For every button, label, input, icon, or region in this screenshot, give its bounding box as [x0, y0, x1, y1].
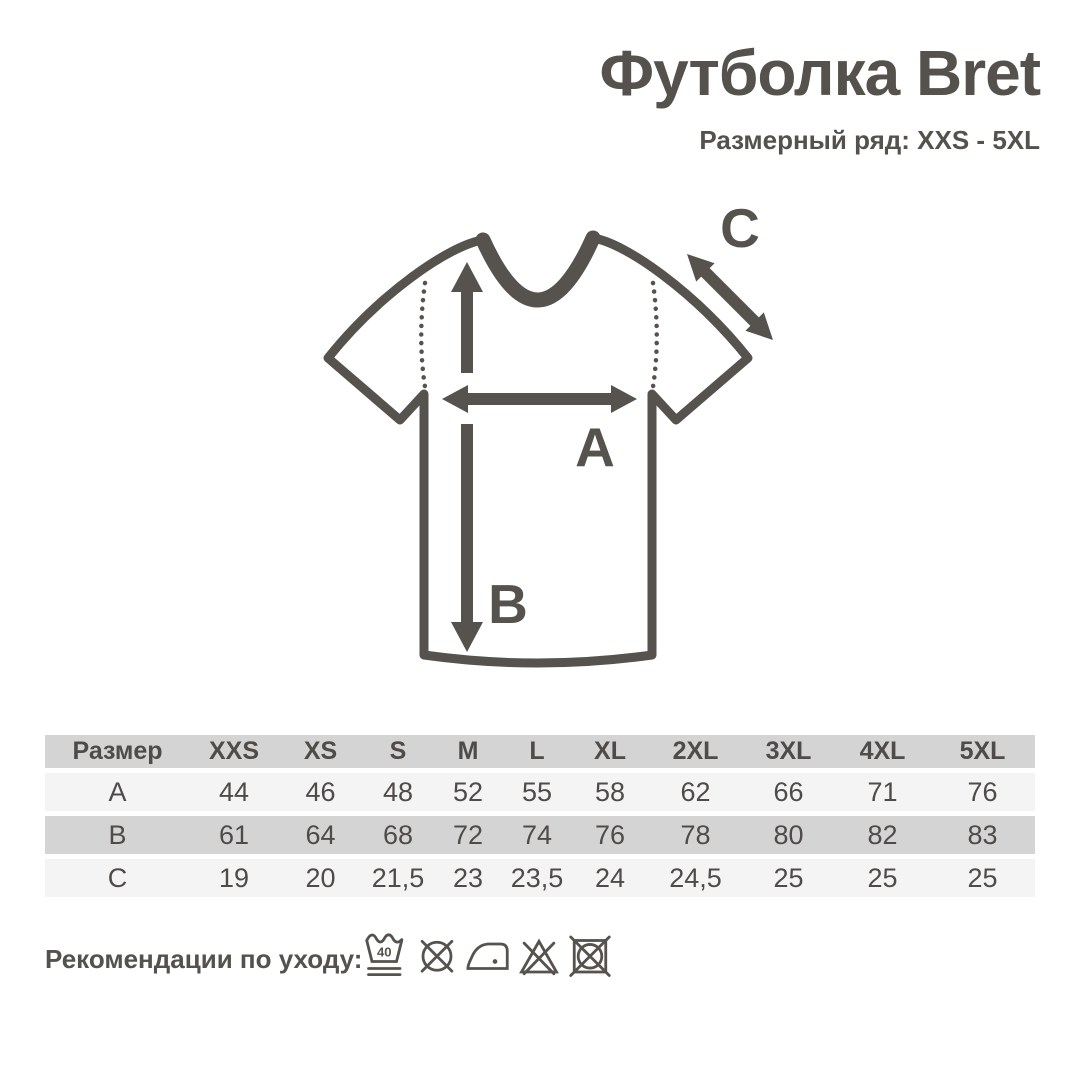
table-cell: 82 — [835, 816, 930, 854]
table-cell: 74 — [503, 816, 571, 854]
column-header-3xl: 3XL — [742, 735, 835, 768]
table-cell: 25 — [835, 859, 930, 897]
size-range-subtitle: Размерный ряд: XXS - 5XL — [699, 125, 1040, 156]
measure-label-c: C — [720, 197, 760, 259]
column-header-xl: XL — [571, 735, 649, 768]
table-cell: 55 — [503, 773, 571, 811]
table-cell: 23 — [433, 859, 503, 897]
table-cell: 52 — [433, 773, 503, 811]
table-cell: 71 — [835, 773, 930, 811]
do-not-dry-clean-icon — [415, 930, 459, 979]
table-cell: 25 — [930, 859, 1035, 897]
column-header-xxs: XXS — [190, 735, 278, 768]
do-not-bleach-icon — [517, 930, 561, 979]
iron-low-temp-icon — [466, 930, 510, 979]
care-recommendations-label: Рекомендации по уходу: — [45, 944, 363, 974]
column-header-2xl: 2XL — [649, 735, 742, 768]
table-row-b — [45, 816, 1035, 854]
column-header-s: S — [363, 735, 433, 768]
care-symbols-row — [364, 930, 612, 979]
size-table-corner-label: Размер — [45, 735, 190, 768]
table-cell: 58 — [571, 773, 649, 811]
row-label-a: A — [45, 773, 190, 811]
table-cell: 80 — [742, 816, 835, 854]
column-header-l: L — [503, 735, 571, 768]
table-cell: 76 — [930, 773, 1035, 811]
column-header-m: M — [433, 735, 503, 768]
table-cell: 64 — [278, 816, 363, 854]
row-label-c: C — [45, 859, 190, 897]
table-cell: 20 — [278, 859, 363, 897]
table-cell: 25 — [742, 859, 835, 897]
table-cell: 83 — [930, 816, 1035, 854]
size-table-header-row — [45, 735, 1035, 768]
table-cell: 24 — [571, 859, 649, 897]
table-cell: 66 — [742, 773, 835, 811]
measure-label-a: A — [575, 416, 615, 478]
header — [599, 37, 1040, 156]
table-cell: 48 — [363, 773, 433, 811]
table-cell: 44 — [190, 773, 278, 811]
wash-40-very-mild-icon — [364, 930, 408, 979]
table-cell: 68 — [363, 816, 433, 854]
table-cell: 19 — [190, 859, 278, 897]
column-header-xs: XS — [278, 735, 363, 768]
size-table — [45, 730, 1035, 902]
row-label-b: B — [45, 816, 190, 854]
column-header-4xl: 4XL — [835, 735, 930, 768]
table-cell: 46 — [278, 773, 363, 811]
do-not-tumble-dry-icon — [568, 930, 612, 979]
table-row-a — [45, 773, 1035, 811]
table-cell: 21,5 — [363, 859, 433, 897]
svg-text:40: 40 — [376, 944, 392, 960]
tshirt-measurement-diagram — [295, 193, 795, 693]
table-cell: 61 — [190, 816, 278, 854]
table-cell: 78 — [649, 816, 742, 854]
table-cell: 62 — [649, 773, 742, 811]
table-cell: 23,5 — [503, 859, 571, 897]
table-cell: 76 — [571, 816, 649, 854]
table-row-c — [45, 859, 1035, 897]
table-cell: 24,5 — [649, 859, 742, 897]
measure-label-b: B — [488, 573, 528, 635]
column-header-5xl: 5XL — [930, 735, 1035, 768]
page-title: Футболка Bret — [599, 37, 1040, 109]
table-cell: 72 — [433, 816, 503, 854]
